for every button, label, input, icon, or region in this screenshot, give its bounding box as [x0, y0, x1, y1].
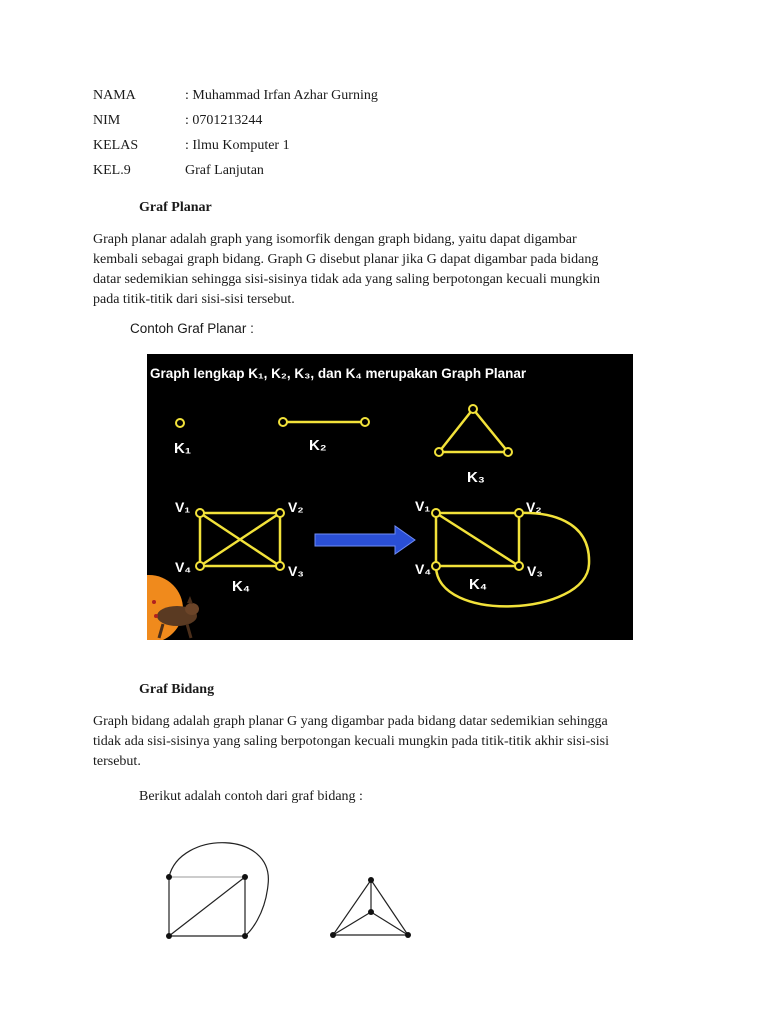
- k3-vertex: [435, 448, 443, 456]
- plane-graph-right-vertex: [368, 877, 374, 883]
- caption-contoh-planar: Contoh Graf Planar :: [130, 321, 254, 336]
- k4-right-vertex: [432, 509, 440, 517]
- value-nama: : Muhammad Irfan Azhar Gurning: [185, 88, 378, 103]
- paragraph-graf-bidang: [93, 712, 693, 772]
- k2-label: K₂: [309, 437, 327, 454]
- k4-left-vertex: [196, 562, 204, 570]
- paragraph-line: tidak ada sisi-sisinya yang saling berpotongan kecuali mungkin pada titik-titik akhir sisi-sisi: [93, 734, 609, 749]
- k1-vertex: [176, 419, 184, 427]
- plane-graph-left-vertex: [166, 933, 172, 939]
- label-nama: NAMA: [93, 88, 136, 103]
- plane-graph-left-vertex: [242, 874, 248, 880]
- plane-graph-right: [330, 877, 411, 938]
- v2-left-label: V₂: [288, 499, 304, 515]
- plane-graph-left-arc: [169, 843, 268, 936]
- planar-graphs-svg: [147, 354, 633, 640]
- paragraph-line: Graph planar adalah graph yang isomorfik dengan graph bidang, yaitu dapat digambar: [93, 232, 577, 247]
- paragraph-line: tersebut.: [93, 754, 141, 769]
- v3-right-label: V₃: [527, 563, 543, 579]
- heading-graf-bidang: Graf Bidang: [139, 682, 215, 697]
- mascot-dog-icon: [147, 575, 199, 640]
- k3-vertex: [469, 405, 477, 413]
- k4-left-vertex: [196, 509, 204, 517]
- plane-graph-right-vertex: [405, 932, 411, 938]
- value-kelas: : Ilmu Komputer 1: [185, 138, 290, 153]
- k4-right-label: K₄: [469, 576, 487, 593]
- k3-label: K₃: [467, 469, 485, 486]
- paragraph-line: datar sedemikian sehingga sisi-sisinya tidak ada yang saling berpotongan kecuali mungkin: [93, 272, 600, 287]
- k4-right-vertex: [515, 562, 523, 570]
- plane-graph-right-edge: [333, 912, 371, 935]
- v1-right-label: V₁: [415, 498, 431, 514]
- plane-graphs-svg: [150, 840, 430, 950]
- plane-graph-right-vertex: [368, 909, 374, 915]
- value-nim: : 0701213244: [185, 113, 263, 128]
- k4-right-vertex: [432, 562, 440, 570]
- v4-right-label: V₄: [415, 561, 432, 577]
- v3-left-label: V₃: [288, 563, 304, 579]
- paragraph-line: Graph bidang adalah graph planar G yang digambar pada bidang datar sedemikian sehingga: [93, 714, 608, 729]
- paragraph-line: kembali sebagai graph bidang. Graph G disebut planar jika G dapat digambar pada bidang: [93, 252, 599, 267]
- plane-graph-left: [166, 843, 268, 939]
- label-kelas: KELAS: [93, 138, 139, 153]
- plane-graph-left-edge: [169, 877, 245, 936]
- v2-right-label: V₂: [526, 499, 542, 515]
- k4-left-vertex: [276, 562, 284, 570]
- k3-vertex: [504, 448, 512, 456]
- caption-contoh-bidang: Berikut adalah contoh dari graf bidang :: [139, 789, 363, 804]
- paragraph-line: pada titik-titik dari sisi-sisi tersebut.: [93, 292, 295, 307]
- v4-left-label: V₄: [175, 559, 192, 575]
- figure-title: Graph lengkap K₁, K₂, K₃, dan K₄ merupakan Graph Planar: [150, 366, 527, 381]
- heading-graf-planar: Graf Planar: [139, 200, 212, 215]
- label-nim: NIM: [93, 113, 121, 128]
- label-kel: KEL.9: [93, 163, 131, 178]
- plane-graph-right-vertex: [330, 932, 336, 938]
- k4-right-diagonal: [436, 513, 519, 566]
- plane-graph-right-edge: [371, 912, 408, 935]
- paragraph-graf-planar: [93, 230, 683, 310]
- k4-left-vertex: [276, 509, 284, 517]
- figure-plane-graphs: [150, 840, 430, 950]
- k3-triangle: [439, 409, 508, 452]
- figure-planar-graphs: [147, 354, 633, 640]
- plane-graph-left-vertex: [166, 874, 172, 880]
- value-kel: Graf Lanjutan: [185, 163, 264, 178]
- v1-left-label: V₁: [175, 499, 191, 515]
- k2-vertex: [361, 418, 369, 426]
- k4-right-vertex: [515, 509, 523, 517]
- plane-graph-left-vertex: [242, 933, 248, 939]
- k1-label: K₁: [174, 440, 192, 457]
- k2-vertex: [279, 418, 287, 426]
- arrow-icon: [315, 526, 415, 554]
- k4-left-label: K₄: [232, 578, 250, 595]
